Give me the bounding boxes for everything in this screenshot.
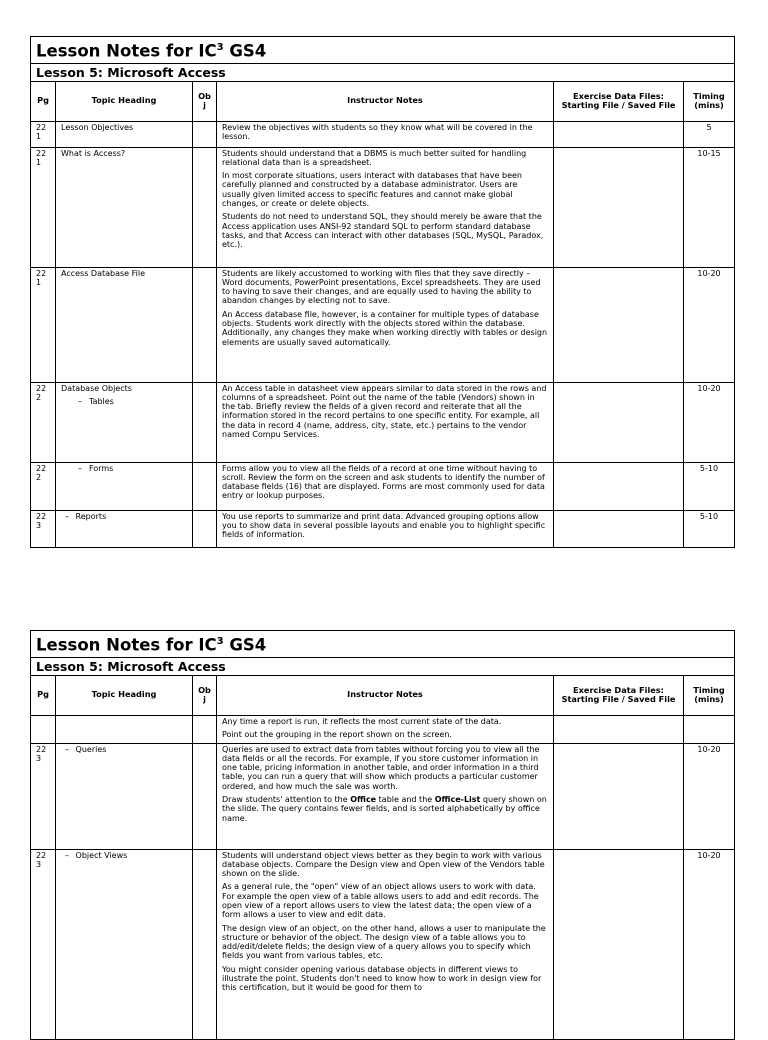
note-paragraph: Students do not need to understand SQL, they should merely be aware that the Access application uses ANSI-92 standard SQL to perform standard database tasks, and that Access can interact with other databases (SQL, MySQL, Paradox, etc.). bbox=[222, 212, 544, 250]
table-row bbox=[31, 382, 735, 462]
header-timing: Timing (mins) bbox=[684, 81, 735, 121]
note-paragraph: You might consider opening various database objects in different views to illustrate the point. Students don't need to know how to work in design view for this certification, but it would be good for them to bbox=[222, 964, 542, 993]
topic-heading: What is Access? bbox=[56, 147, 193, 267]
objective-cell bbox=[193, 743, 217, 849]
page-number: 22 1 bbox=[31, 147, 56, 267]
lesson-notes-table-page-1 bbox=[30, 36, 735, 548]
timing: 10-20 bbox=[684, 849, 735, 1039]
note-paragraph: Forms allow you to view all the fields of a record at one time without having to scroll. Review the form on the screen and ask students to identify the number of database fields (16) that are displayed. Forms are most commonly used for data entry or lookup purposes. bbox=[222, 463, 545, 501]
data-files-cell bbox=[554, 147, 684, 267]
timing: 5 bbox=[684, 121, 735, 147]
table-row bbox=[31, 715, 735, 743]
page-number: 22 3 bbox=[31, 743, 56, 849]
instructor-notes bbox=[217, 267, 554, 382]
subtopic-heading: – Queries bbox=[65, 744, 107, 754]
instructor-notes bbox=[217, 743, 554, 849]
instructor-notes bbox=[217, 121, 554, 147]
note-paragraph: Point out the grouping in the report shown on the screen. bbox=[222, 729, 452, 739]
page-number: 22 3 bbox=[31, 510, 56, 547]
timing bbox=[684, 715, 735, 743]
page-number: 22 2 bbox=[31, 382, 56, 462]
instructor-notes bbox=[217, 510, 554, 547]
timing: 5-10 bbox=[684, 510, 735, 547]
note-paragraph: Queries are used to extract data from tables without forcing you to view all the data fields or all the records. For example, if you store customer information in one table, pricing information in another table, and order information in a third table, you can run a query that will show which products a particular customer ordered, and how much the sale was worth. bbox=[222, 744, 540, 791]
lesson-notes-table-page-2 bbox=[30, 630, 735, 1040]
lesson-subtitle: Lesson 5: Microsoft Access bbox=[31, 63, 735, 81]
subtopic-heading: – Forms bbox=[78, 463, 114, 473]
topic-heading: Access Database File bbox=[56, 267, 193, 382]
topic-heading: Lesson Objectives bbox=[56, 121, 193, 147]
header-timing: Timing (mins) bbox=[684, 675, 735, 715]
header-notes: Instructor Notes bbox=[217, 81, 554, 121]
objective-cell bbox=[193, 267, 217, 382]
note-paragraph: You use reports to summarize and print data. Advanced grouping options allow you to show data in several possible layouts and enable you to highlight specific fields of information. bbox=[222, 511, 546, 540]
data-files-cell bbox=[554, 510, 684, 547]
instructor-notes bbox=[217, 147, 554, 267]
instructor-notes bbox=[217, 849, 554, 1039]
subtopic-heading: – Reports bbox=[65, 511, 107, 521]
note-paragraph: Any time a report is run, it reflects the most current state of the data. bbox=[222, 716, 502, 726]
note-paragraph: Students will understand object views better as they begin to work with various database objects. Compare the Design view and Open view of the Vendors table shown on the slide. bbox=[222, 850, 545, 879]
note-paragraph: An Access database file, however, is a container for multiple types of database objects. Students work directly with the objects stored within the database. Additionally, any changes they make when working directly with tables or design elements are usually saved automatically. bbox=[222, 309, 548, 347]
table-row bbox=[31, 462, 735, 510]
data-files-cell bbox=[554, 743, 684, 849]
note-paragraph: Students are likely accustomed to working with files that they save directly – Word documents, PowerPoint presentations, Excel spreadsheets. They are used to having to save their changes, and are equally used to having the ability to abandon changes by electing not to save. bbox=[222, 268, 541, 306]
table-row bbox=[31, 121, 735, 147]
subtopic-heading: – Tables bbox=[78, 396, 114, 406]
instructor-notes bbox=[217, 715, 554, 743]
header-obj: Ob j bbox=[193, 81, 217, 121]
header-files: Exercise Data Files: Starting File / Saved File bbox=[554, 81, 684, 121]
page-number: 22 1 bbox=[31, 267, 56, 382]
topic-heading bbox=[56, 510, 193, 547]
timing: 10-20 bbox=[684, 267, 735, 382]
timing: 5-10 bbox=[684, 462, 735, 510]
data-files-cell bbox=[554, 849, 684, 1039]
topic-heading bbox=[56, 743, 193, 849]
objective-cell bbox=[193, 147, 217, 267]
data-files-cell bbox=[554, 715, 684, 743]
subtopic-heading: – Object Views bbox=[65, 850, 128, 860]
objective-cell bbox=[193, 121, 217, 147]
table-row bbox=[31, 147, 735, 267]
topic-heading bbox=[56, 382, 193, 462]
table-row bbox=[31, 510, 735, 547]
header-pg: Pg bbox=[31, 675, 56, 715]
page-number: 22 1 bbox=[31, 121, 56, 147]
header-pg: Pg bbox=[31, 81, 56, 121]
objective-cell bbox=[193, 510, 217, 547]
header-obj: Ob j bbox=[193, 675, 217, 715]
timing: 10-15 bbox=[684, 147, 735, 267]
lesson-subtitle: Lesson 5: Microsoft Access bbox=[31, 657, 735, 675]
timing: 10-20 bbox=[684, 382, 735, 462]
page-number: 22 3 bbox=[31, 849, 56, 1039]
document-title: Lesson Notes for $IC^3$ GS4 bbox=[31, 37, 735, 64]
header-notes: Instructor Notes bbox=[217, 675, 554, 715]
objective-cell bbox=[193, 715, 217, 743]
topic-heading bbox=[56, 462, 193, 510]
data-files-cell bbox=[554, 121, 684, 147]
objective-cell bbox=[193, 849, 217, 1039]
note-paragraph: In most corporate situations, users interact with databases that have been carefully planned and constructed by a database administrator. Users are usually given limited access to specific features and cannot make global changes, or create or delete objects. bbox=[222, 171, 522, 208]
page-number bbox=[31, 715, 56, 743]
topic-heading bbox=[56, 849, 193, 1039]
table-row bbox=[31, 743, 735, 849]
objective-cell bbox=[193, 382, 217, 462]
note-paragraph: The design view of an object, on the other hand, allows a user to manipulate the structure or behavior of the object. The design view of a table allows you to add/edit/delete fields; the design view of a query allows you to specify which fields you want from various tables, etc. bbox=[222, 923, 546, 961]
note-paragraph: Students should understand that a DBMS is much better suited for handling relational data than is a spreadsheet. bbox=[222, 148, 527, 167]
topic-heading-main: Database Objects bbox=[61, 383, 132, 393]
header-topic: Topic Heading bbox=[56, 81, 193, 121]
instructor-notes bbox=[217, 462, 554, 510]
note-paragraph: An Access table in datasheet view appears similar to data stored in the rows and columns of a spreadsheet. Point out the name of the table (Vendors) shown in the tab. Briefly review the fields of a given record and reiterate that all the information stored in the record pertains to one specific entity. For example, all the data in record 4 (name, address, city, state, etc.) pertains to the vendor named Compu Services. bbox=[222, 383, 547, 439]
data-files-cell bbox=[554, 382, 684, 462]
document-title: Lesson Notes for $IC^3$ GS4 bbox=[31, 631, 735, 658]
topic-heading bbox=[56, 715, 193, 743]
note-paragraph: As a general rule, the "open" view of an object allows users to work with data. For example the open view of a table allows users to add and edit records. The open view of a report allows users to view the latest data; the open view of a form allows a user to view and edit data. bbox=[222, 882, 539, 920]
header-topic: Topic Heading bbox=[56, 675, 193, 715]
note-paragraph: Draw students' attention to the Office table and the Office-List query shown on the slide. The query contains fewer fields, and is sorted alphabetically by office name. bbox=[222, 794, 547, 823]
note-paragraph: Review the objectives with students so they know what will be covered in the lesson. bbox=[222, 122, 533, 141]
timing: 10-20 bbox=[684, 743, 735, 849]
data-files-cell bbox=[554, 267, 684, 382]
data-files-cell bbox=[554, 462, 684, 510]
header-files: Exercise Data Files: Starting File / Saved File bbox=[554, 675, 684, 715]
table-row bbox=[31, 849, 735, 1039]
page-number: 22 2 bbox=[31, 462, 56, 510]
instructor-notes bbox=[217, 382, 554, 462]
table-row bbox=[31, 267, 735, 382]
objective-cell bbox=[193, 462, 217, 510]
